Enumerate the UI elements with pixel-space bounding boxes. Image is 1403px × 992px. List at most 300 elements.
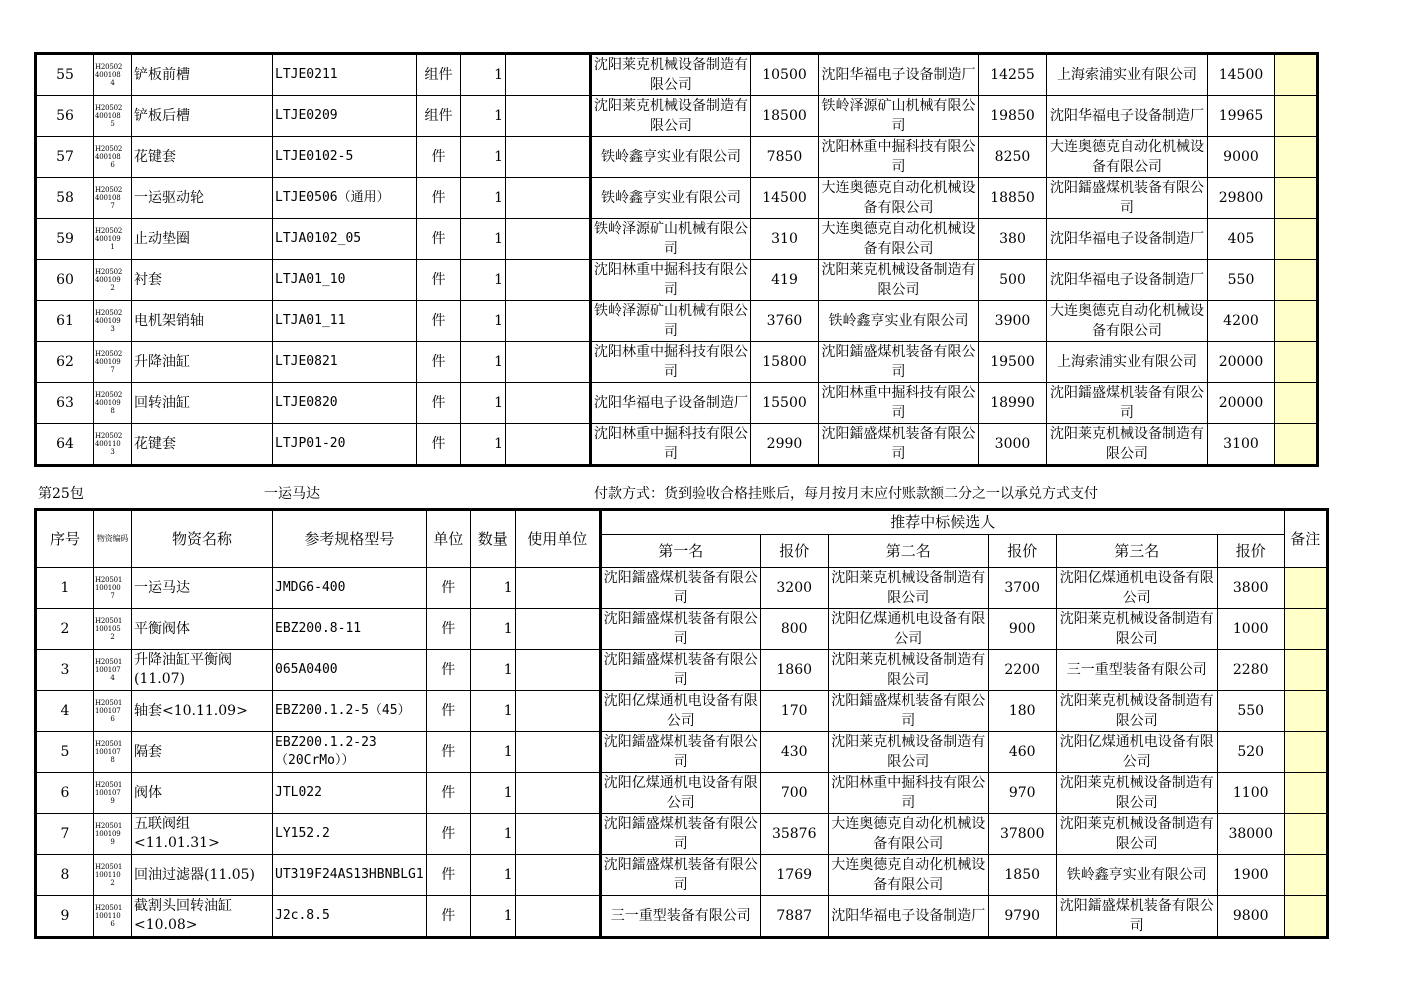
price-third: 1100 <box>1217 773 1284 814</box>
material-code-line: 1 <box>110 243 115 251</box>
spec-model: LTJE0209 <box>273 96 417 137</box>
price-second: 2200 <box>988 650 1056 691</box>
price-second: 3000 <box>979 424 1047 466</box>
material-code-line: 9 <box>110 797 115 805</box>
quantity: 1 <box>461 137 506 178</box>
price-third: 38000 <box>1217 814 1284 855</box>
candidate-first: 沈阳亿煤通机电设备有限公司 <box>600 691 760 732</box>
spec-model: LTJE0211 <box>273 54 417 96</box>
candidate-second: 沈阳鐳盛煤机装备有限公司 <box>828 691 988 732</box>
header-unit: 单位 <box>426 510 470 568</box>
material-code-line: 8 <box>110 756 115 764</box>
material-name: 衬套 <box>132 260 273 301</box>
material-code-line: 400109 <box>95 317 121 325</box>
material-code-line: H20502 <box>95 268 123 276</box>
candidate-third: 沈阳莱克机械设备制造有限公司 <box>1056 691 1217 732</box>
remark-cell[interactable] <box>1284 650 1327 691</box>
spec-model: JTL022 <box>273 773 427 814</box>
price-second: 180 <box>988 691 1056 732</box>
material-name: 一运驱动轮 <box>132 178 273 219</box>
material-code-line: H20501 <box>95 863 123 871</box>
material-name: 截割头回转油缸<10.08> <box>132 896 273 938</box>
remark-cell[interactable] <box>1275 96 1318 137</box>
unit: 件 <box>426 568 470 609</box>
candidate-first: 沈阳林重中掘科技有限公司 <box>591 424 751 466</box>
using-unit <box>515 609 600 650</box>
material-code-line: 9 <box>110 838 115 846</box>
table-row <box>36 691 1328 732</box>
row-number: 59 <box>36 219 94 260</box>
candidate-first: 沈阳鐳盛煤机装备有限公司 <box>600 814 760 855</box>
remark-cell[interactable] <box>1284 814 1327 855</box>
quantity: 1 <box>470 732 515 773</box>
spec-model: EBZ200.8-11 <box>273 609 427 650</box>
row-number: 56 <box>36 96 94 137</box>
material-code-line: H20502 <box>95 391 123 399</box>
using-unit <box>506 96 591 137</box>
table-row <box>36 650 1328 691</box>
material-code-line: 4 <box>110 79 115 87</box>
price-third: 9000 <box>1208 137 1275 178</box>
price-second: 19500 <box>979 342 1047 383</box>
material-code-line: H20501 <box>95 822 123 830</box>
using-unit <box>506 424 591 466</box>
header-note: 备注 <box>1284 510 1327 568</box>
using-unit <box>515 650 600 691</box>
row-number: 60 <box>36 260 94 301</box>
candidate-first: 三一重型装备有限公司 <box>600 896 760 938</box>
row-number: 9 <box>36 896 94 938</box>
using-unit <box>506 219 591 260</box>
material-code-line: 3 <box>110 448 115 456</box>
price-second: 900 <box>988 609 1056 650</box>
material-name: 止动垫圈 <box>132 219 273 260</box>
candidate-second: 沈阳华福电子设备制造厂 <box>819 54 979 96</box>
price-first: 10500 <box>751 54 819 96</box>
row-number: 64 <box>36 424 94 466</box>
header-second: 第二名 <box>828 535 988 568</box>
candidate-third: 沈阳华福电子设备制造厂 <box>1047 260 1208 301</box>
price-third: 20000 <box>1208 383 1275 424</box>
quantity: 1 <box>461 301 506 342</box>
candidate-second: 铁岭泽源矿山机械有限公司 <box>819 96 979 137</box>
row-number: 6 <box>36 773 94 814</box>
material-code-line: H20501 <box>95 617 123 625</box>
remark-cell[interactable] <box>1284 855 1327 896</box>
spec-model: LTJA01_10 <box>273 260 417 301</box>
quantity: 1 <box>470 568 515 609</box>
material-code-line: H20502 <box>95 145 123 153</box>
remark-cell[interactable] <box>1284 691 1327 732</box>
quantity: 1 <box>461 178 506 219</box>
material-code-line: 7 <box>110 592 115 600</box>
package-label: 第25包 <box>38 486 84 502</box>
spec-model: LTJP01-20 <box>273 424 417 466</box>
material-code <box>94 650 132 691</box>
row-number: 2 <box>36 609 94 650</box>
price-first: 800 <box>760 609 828 650</box>
candidate-first: 沈阳林重中掘科技有限公司 <box>591 342 751 383</box>
price-second: 8250 <box>979 137 1047 178</box>
unit: 件 <box>426 855 470 896</box>
material-code-line: H20501 <box>95 781 123 789</box>
candidate-second: 大连奥德克自动化机械设备有限公司 <box>819 219 979 260</box>
material-code-line: 400108 <box>95 112 121 120</box>
using-unit <box>506 54 591 96</box>
material-code-line: 2 <box>110 879 115 887</box>
material-code <box>94 814 132 855</box>
header-third: 第三名 <box>1056 535 1217 568</box>
material-code-line: H20501 <box>95 576 123 584</box>
price-first: 1769 <box>760 855 828 896</box>
header-price-2: 报价 <box>988 535 1056 568</box>
material-code <box>94 855 132 896</box>
price-third: 4200 <box>1208 301 1275 342</box>
material-name: 升降油缸平衡阀(11.07) <box>132 650 273 691</box>
material-name: 隔套 <box>132 732 273 773</box>
row-number: 3 <box>36 650 94 691</box>
price-first: 7887 <box>760 896 828 938</box>
price-first: 7850 <box>751 137 819 178</box>
candidate-first: 沈阳鐳盛煤机装备有限公司 <box>600 650 760 691</box>
header-no: 序号 <box>36 510 94 568</box>
spec-model: LTJE0821 <box>273 342 417 383</box>
header-price-3: 报价 <box>1217 535 1284 568</box>
unit: 组件 <box>417 54 461 96</box>
candidate-third: 铁岭鑫亨实业有限公司 <box>1056 855 1217 896</box>
material-code <box>94 732 132 773</box>
material-code-line: 2 <box>110 284 115 292</box>
unit: 件 <box>417 260 461 301</box>
using-unit <box>515 568 600 609</box>
using-unit <box>515 691 600 732</box>
material-name: 轴套<10.11.09> <box>132 691 273 732</box>
spec-model: LTJE0820 <box>273 383 417 424</box>
using-unit <box>515 855 600 896</box>
unit: 件 <box>417 301 461 342</box>
quantity: 1 <box>470 609 515 650</box>
header-first: 第一名 <box>600 535 760 568</box>
table-row <box>36 342 1318 383</box>
price-first: 3200 <box>760 568 828 609</box>
unit: 件 <box>426 650 470 691</box>
price-second: 37800 <box>988 814 1056 855</box>
remark-cell[interactable] <box>1284 732 1327 773</box>
remark-cell[interactable] <box>1284 609 1327 650</box>
quantity: 1 <box>461 260 506 301</box>
material-code <box>94 609 132 650</box>
candidate-first: 铁岭鑫亨实业有限公司 <box>591 137 751 178</box>
price-first: 419 <box>751 260 819 301</box>
candidate-third: 沈阳鐳盛煤机装备有限公司 <box>1047 178 1208 219</box>
material-code-line: H20502 <box>95 186 123 194</box>
material-code-line: 100107 <box>95 748 121 756</box>
price-third: 19965 <box>1208 96 1275 137</box>
material-code-line: 100107 <box>95 666 121 674</box>
material-code-line: 400108 <box>95 153 121 161</box>
table-row <box>36 178 1318 219</box>
using-unit <box>515 896 600 938</box>
material-code <box>94 342 132 383</box>
remark-cell[interactable] <box>1275 178 1318 219</box>
package-name: 一运马达 <box>264 486 320 502</box>
unit: 件 <box>417 342 461 383</box>
remark-cell[interactable] <box>1284 773 1327 814</box>
candidate-third: 沈阳莱克机械设备制造有限公司 <box>1056 773 1217 814</box>
candidate-second: 大连奥德克自动化机械设备有限公司 <box>819 178 979 219</box>
remark-cell[interactable] <box>1284 568 1327 609</box>
row-number: 61 <box>36 301 94 342</box>
material-code-line: 100109 <box>95 830 121 838</box>
row-number: 62 <box>36 342 94 383</box>
candidate-first: 铁岭泽源矿山机械有限公司 <box>591 301 751 342</box>
candidate-second: 沈阳林重中掘科技有限公司 <box>828 773 988 814</box>
row-number: 7 <box>36 814 94 855</box>
table-row <box>36 732 1328 773</box>
price-first: 18500 <box>751 96 819 137</box>
candidate-second: 沈阳亿煤通机电设备有限公司 <box>828 609 988 650</box>
candidate-second: 大连奥德克自动化机械设备有限公司 <box>828 814 988 855</box>
price-first: 35876 <box>760 814 828 855</box>
quantity: 1 <box>470 855 515 896</box>
remark-cell[interactable] <box>1275 260 1318 301</box>
unit: 件 <box>426 732 470 773</box>
unit: 件 <box>417 383 461 424</box>
spec-model: EBZ200.1.2-5（45） <box>273 691 427 732</box>
unit: 件 <box>417 219 461 260</box>
remark-cell[interactable] <box>1275 424 1318 466</box>
material-code-line: 8 <box>110 407 115 415</box>
material-code-line: 7 <box>110 202 115 210</box>
material-code-line: H20501 <box>95 904 123 912</box>
price-second: 500 <box>979 260 1047 301</box>
candidate-first: 铁岭泽源矿山机械有限公司 <box>591 219 751 260</box>
row-number: 63 <box>36 383 94 424</box>
candidate-second: 沈阳林重中掘科技有限公司 <box>819 137 979 178</box>
using-unit <box>506 342 591 383</box>
material-code-line: H20502 <box>95 432 123 440</box>
quantity: 1 <box>470 650 515 691</box>
price-third: 20000 <box>1208 342 1275 383</box>
material-name: 升降油缸 <box>132 342 273 383</box>
candidate-third: 沈阳亿煤通机电设备有限公司 <box>1056 732 1217 773</box>
material-code-line: 100105 <box>95 625 121 633</box>
material-code-line: H20502 <box>95 227 123 235</box>
candidate-second: 铁岭鑫亨实业有限公司 <box>819 301 979 342</box>
price-second: 14255 <box>979 54 1047 96</box>
price-first: 15800 <box>751 342 819 383</box>
material-code-line: 400109 <box>95 399 121 407</box>
material-code-line: H20502 <box>95 350 123 358</box>
material-code <box>94 773 132 814</box>
header-code: 物资编码 <box>94 510 132 568</box>
row-number: 58 <box>36 178 94 219</box>
material-code-line: 4 <box>110 674 115 682</box>
candidate-second: 沈阳莱克机械设备制造有限公司 <box>828 568 988 609</box>
material-name: 五联阀组<11.01.31> <box>132 814 273 855</box>
spec-model: LTJA01_11 <box>273 301 417 342</box>
candidate-first: 沈阳鐳盛煤机装备有限公司 <box>600 568 760 609</box>
candidate-second: 沈阳鐳盛煤机装备有限公司 <box>819 424 979 466</box>
price-second: 3900 <box>979 301 1047 342</box>
spec-model: J2c.8.5 <box>273 896 427 938</box>
candidate-third: 沈阳鐳盛煤机装备有限公司 <box>1056 896 1217 938</box>
material-code <box>94 691 132 732</box>
remark-cell[interactable] <box>1275 137 1318 178</box>
material-name: 阀体 <box>132 773 273 814</box>
material-code-line: H20502 <box>95 309 123 317</box>
material-code-line: 100110 <box>95 871 121 879</box>
price-first: 430 <box>760 732 828 773</box>
spec-model: LTJA0102_05 <box>273 219 417 260</box>
table-row <box>36 219 1318 260</box>
row-number: 1 <box>36 568 94 609</box>
price-third: 29800 <box>1208 178 1275 219</box>
unit: 组件 <box>417 96 461 137</box>
price-second: 460 <box>988 732 1056 773</box>
quantity: 1 <box>461 54 506 96</box>
candidate-first: 铁岭鑫亨实业有限公司 <box>591 178 751 219</box>
using-unit <box>506 178 591 219</box>
candidate-third: 沈阳莱克机械设备制造有限公司 <box>1047 424 1208 466</box>
candidate-third: 沈阳华福电子设备制造厂 <box>1047 96 1208 137</box>
price-second: 19850 <box>979 96 1047 137</box>
using-unit <box>506 383 591 424</box>
table-row <box>36 260 1318 301</box>
price-first: 14500 <box>751 178 819 219</box>
price-second: 9790 <box>988 896 1056 938</box>
spec-model: JMDG6-400 <box>273 568 427 609</box>
table-row <box>36 424 1318 466</box>
material-code-line: 6 <box>110 920 115 928</box>
unit: 件 <box>426 814 470 855</box>
price-first: 310 <box>751 219 819 260</box>
material-code-line: 400109 <box>95 358 121 366</box>
material-code <box>94 383 132 424</box>
candidate-first: 沈阳鐳盛煤机装备有限公司 <box>600 732 760 773</box>
material-code-line: H20501 <box>95 740 123 748</box>
material-code-line: H20502 <box>95 63 123 71</box>
material-name: 花键套 <box>132 137 273 178</box>
price-first: 170 <box>760 691 828 732</box>
material-code <box>94 424 132 466</box>
material-code-line: 100107 <box>95 789 121 797</box>
material-name: 平衡阀体 <box>132 609 273 650</box>
candidate-third: 沈阳亿煤通机电设备有限公司 <box>1056 568 1217 609</box>
material-name: 回油过滤器(11.05) <box>132 855 273 896</box>
table-row <box>36 609 1328 650</box>
remark-cell[interactable] <box>1275 342 1318 383</box>
material-code-line: 3 <box>110 325 115 333</box>
candidate-first: 沈阳鐳盛煤机装备有限公司 <box>600 609 760 650</box>
candidate-second: 沈阳华福电子设备制造厂 <box>828 896 988 938</box>
quantity: 1 <box>461 96 506 137</box>
material-code-line: H20502 <box>95 104 123 112</box>
material-code <box>94 54 132 96</box>
bid-table-continued <box>34 52 1319 467</box>
price-third: 405 <box>1208 219 1275 260</box>
unit: 件 <box>426 896 470 938</box>
header-spec: 参考规格型号 <box>273 510 427 568</box>
candidate-third: 上海索浦实业有限公司 <box>1047 54 1208 96</box>
table-row <box>36 855 1328 896</box>
using-unit <box>506 260 591 301</box>
remark-cell[interactable] <box>1275 301 1318 342</box>
table-row <box>36 773 1328 814</box>
material-code <box>94 568 132 609</box>
quantity: 1 <box>461 219 506 260</box>
using-unit <box>506 137 591 178</box>
material-name: 回转油缸 <box>132 383 273 424</box>
quantity: 1 <box>470 896 515 938</box>
quantity: 1 <box>461 383 506 424</box>
bid-table-package-25 <box>34 508 1329 939</box>
price-first: 2990 <box>751 424 819 466</box>
material-code-line: 2 <box>110 633 115 641</box>
price-third: 14500 <box>1208 54 1275 96</box>
spec-model: LY152.2 <box>273 814 427 855</box>
remark-cell[interactable] <box>1275 383 1318 424</box>
table-row <box>36 96 1318 137</box>
price-second: 18850 <box>979 178 1047 219</box>
price-third: 550 <box>1208 260 1275 301</box>
price-first: 15500 <box>751 383 819 424</box>
price-third: 520 <box>1217 732 1284 773</box>
table-row <box>36 814 1328 855</box>
price-second: 3700 <box>988 568 1056 609</box>
candidate-second: 沈阳莱克机械设备制造有限公司 <box>828 732 988 773</box>
using-unit <box>506 301 591 342</box>
header-candidates: 推荐中标候选人 <box>600 510 1284 535</box>
material-code <box>94 178 132 219</box>
spec-model: LTJE0506（通用） <box>273 178 417 219</box>
material-name: 花键套 <box>132 424 273 466</box>
material-code-line: 7 <box>110 366 115 374</box>
material-name: 一运马达 <box>132 568 273 609</box>
candidate-third: 大连奥德克自动化机械设备有限公司 <box>1047 301 1208 342</box>
remark-cell[interactable] <box>1275 54 1318 96</box>
price-third: 1900 <box>1217 855 1284 896</box>
remark-cell[interactable] <box>1284 896 1327 938</box>
material-code-line: 100107 <box>95 707 121 715</box>
price-second: 970 <box>988 773 1056 814</box>
candidate-first: 沈阳莱克机械设备制造有限公司 <box>591 54 751 96</box>
unit: 件 <box>417 178 461 219</box>
material-code <box>94 896 132 938</box>
price-first: 3760 <box>751 301 819 342</box>
using-unit <box>515 732 600 773</box>
remark-cell[interactable] <box>1275 219 1318 260</box>
candidate-third: 沈阳华福电子设备制造厂 <box>1047 219 1208 260</box>
material-name: 电机架销轴 <box>132 301 273 342</box>
material-code-line: 5 <box>110 120 115 128</box>
unit: 件 <box>417 137 461 178</box>
price-second: 380 <box>979 219 1047 260</box>
material-name: 铲板前槽 <box>132 54 273 96</box>
material-code-line: 400110 <box>95 440 121 448</box>
price-second: 18990 <box>979 383 1047 424</box>
spec-model: 065A0400 <box>273 650 427 691</box>
price-first: 1860 <box>760 650 828 691</box>
candidate-first: 沈阳亿煤通机电设备有限公司 <box>600 773 760 814</box>
candidate-first: 沈阳鐳盛煤机装备有限公司 <box>600 855 760 896</box>
material-code-line: 400109 <box>95 235 121 243</box>
material-code-line: 400109 <box>95 276 121 284</box>
unit: 件 <box>417 424 461 466</box>
row-number: 4 <box>36 691 94 732</box>
price-first: 700 <box>760 773 828 814</box>
candidate-second: 大连奥德克自动化机械设备有限公司 <box>828 855 988 896</box>
